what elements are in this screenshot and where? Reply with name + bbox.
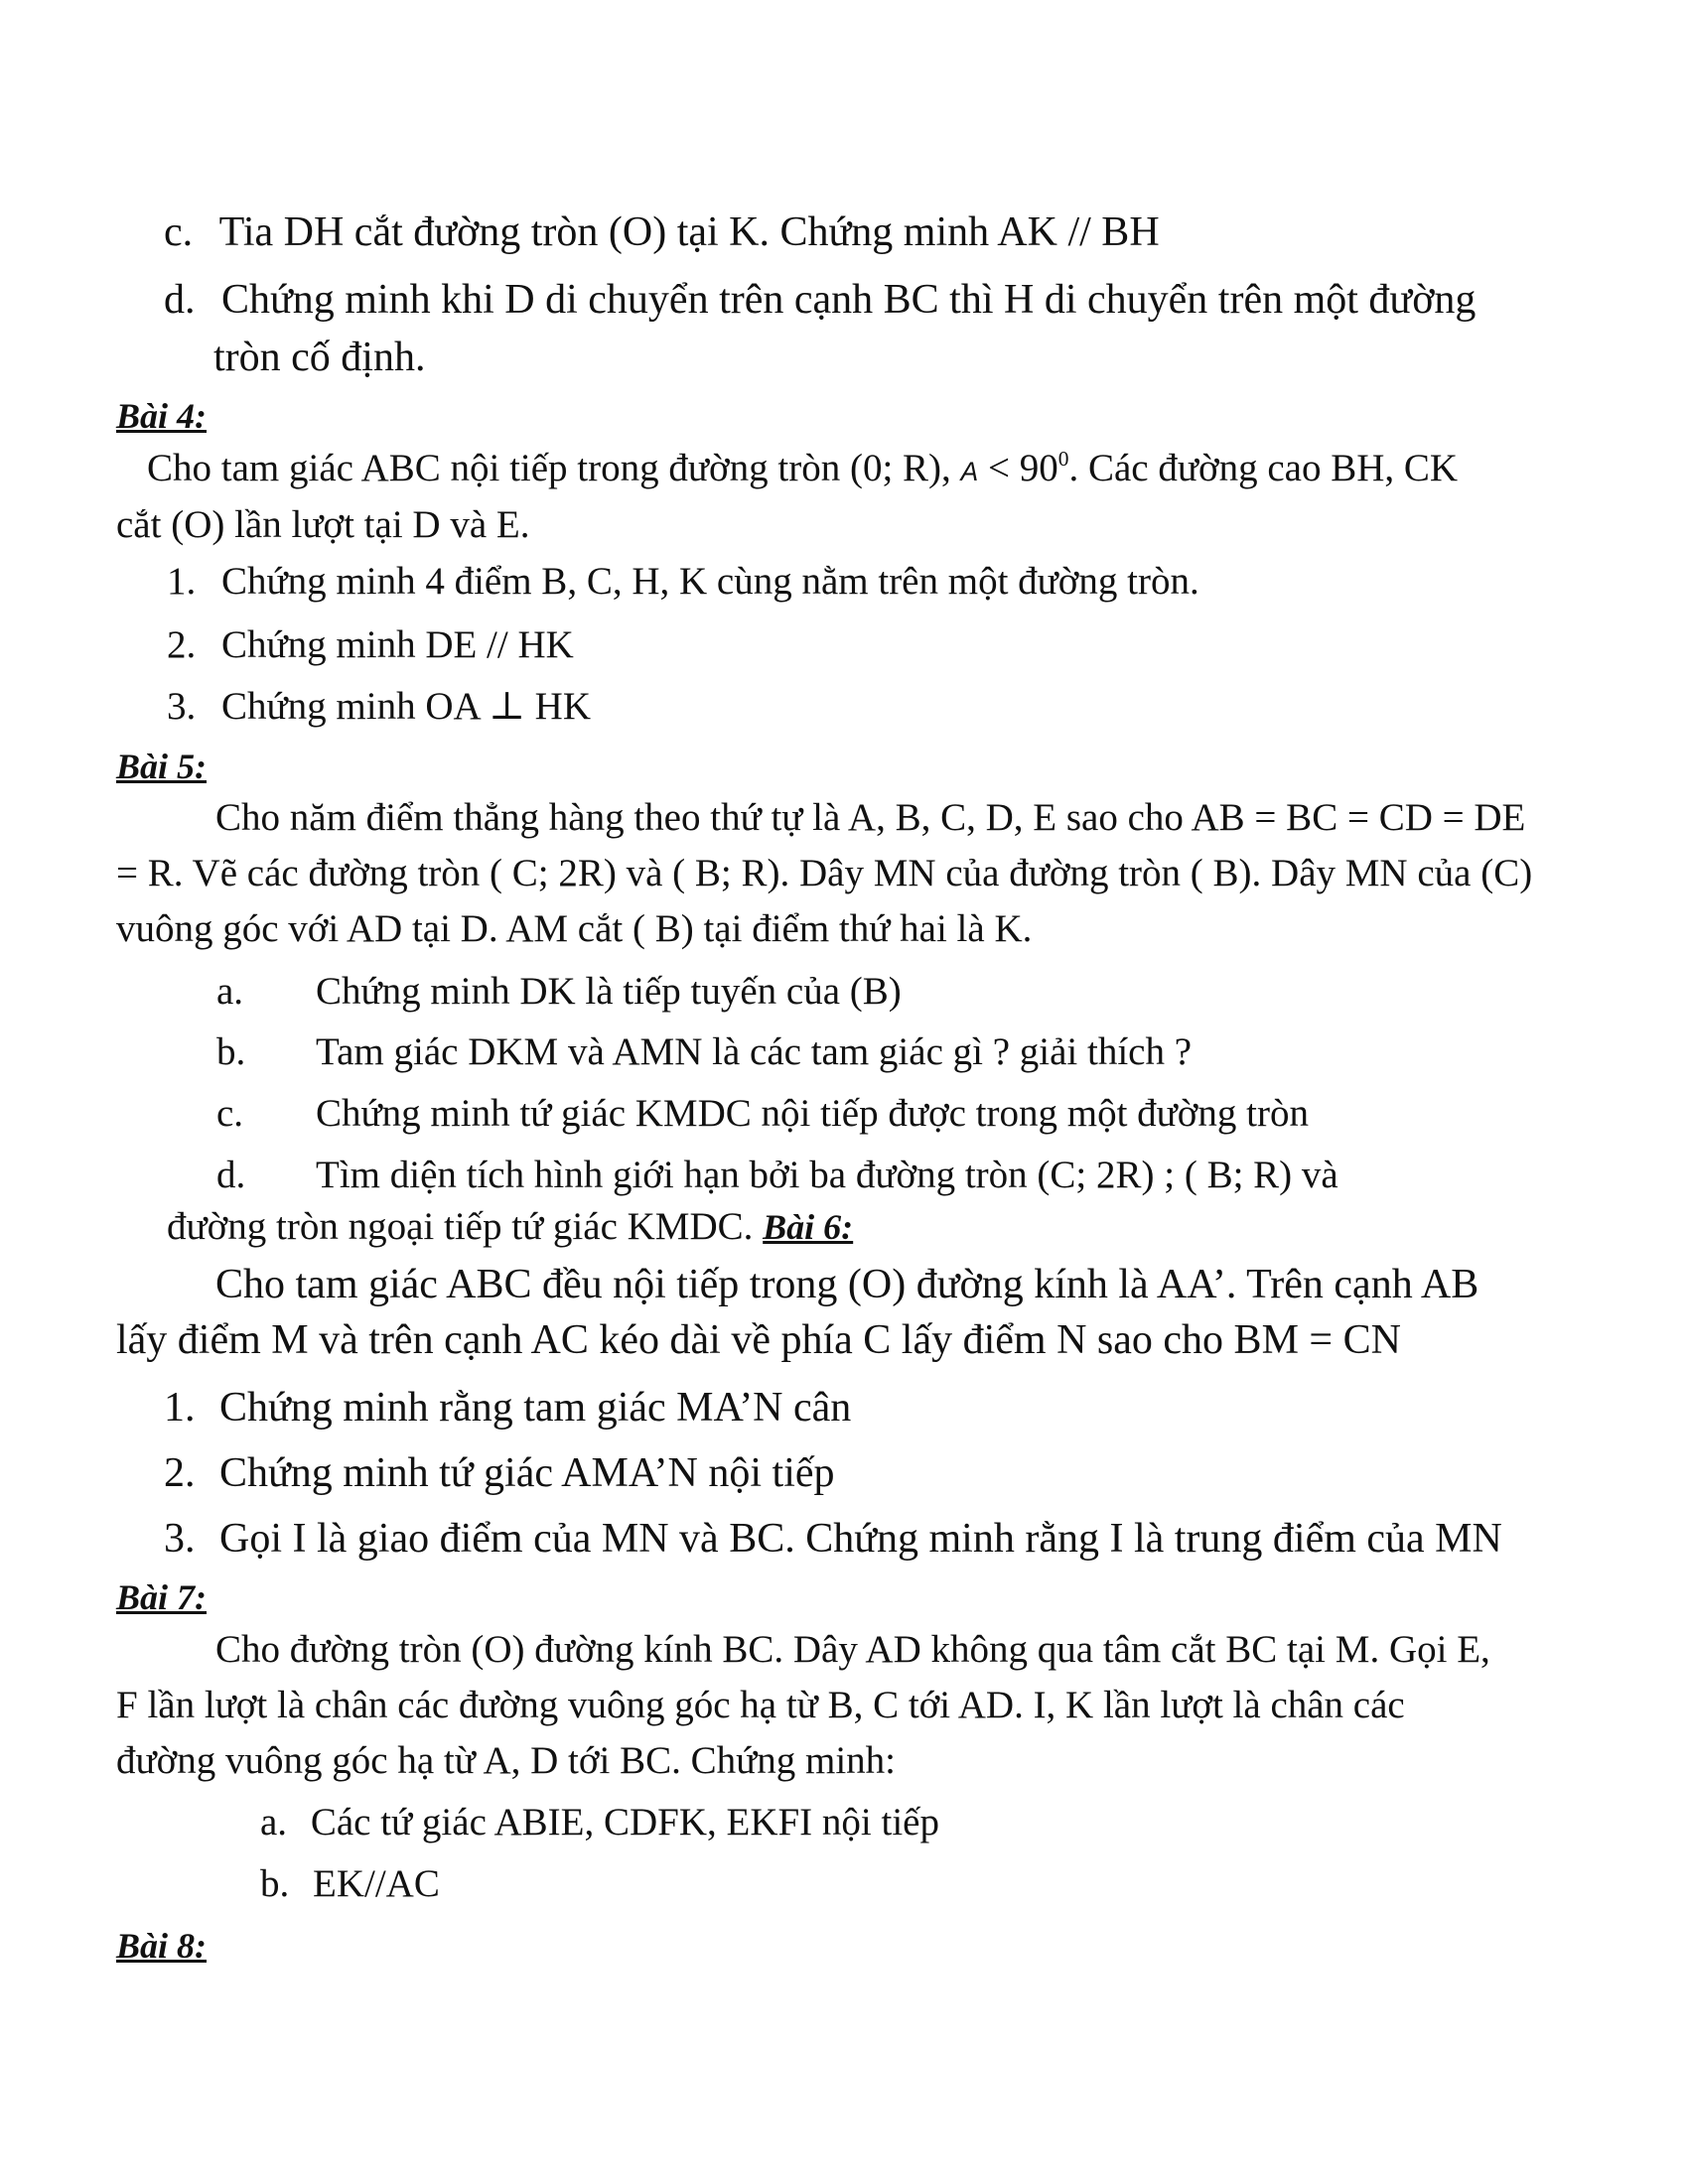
bai3-item-d — [164, 276, 1476, 324]
bai6-intro-line1: Cho tam giác ABC đều nội tiếp trong (O) đường kính là AA’. Trên cạnh AB — [215, 1262, 1479, 1307]
bai5-intro-line2: = R. Vẽ các đường tròn ( C; 2R) và ( B; R). Dây MN của đường tròn ( B). Dây MN của (C) — [116, 852, 1533, 894]
bai4-intro-part2: < 90 — [978, 447, 1058, 489]
bai4-heading: Bài 4: — [116, 396, 208, 436]
bai4-item-3 — [167, 683, 591, 731]
list-marker: 3. — [167, 685, 197, 728]
list-item-text: Tìm diện tích hình giới hạn bởi ba đường tròn (C; 2R) ; ( B; R) và — [316, 1154, 1338, 1196]
list-item-text: Chứng minh DE // HK — [221, 623, 574, 666]
list-marker: 3. — [164, 1516, 196, 1562]
list-item-text: đường tròn ngoại tiếp tứ giác KMDC. — [167, 1205, 764, 1248]
bai7-intro-line3: đường vuông góc hạ từ A, D tới BC. Chứng minh: — [116, 1739, 897, 1782]
bai5-item-a — [216, 968, 902, 1016]
list-marker: b. — [260, 1862, 290, 1905]
list-marker: 1. — [167, 560, 197, 603]
bai5-intro-line1: Cho năm điểm thẳng hàng theo thứ tự là A, B, C, D, E sao cho AB = BC = CD = DE — [215, 796, 1526, 839]
bai7-item-b — [260, 1860, 440, 1908]
list-marker: a. — [260, 1801, 288, 1843]
bai5-heading: Bài 5: — [116, 747, 208, 786]
bai7-intro-line2: F lần lượt là chân các đường vuông góc hạ từ B, C tới AD. I, K lần lượt là chân các — [116, 1684, 1405, 1726]
bai7-item-a — [260, 1799, 939, 1846]
bai4-item-1 — [167, 558, 1199, 606]
bai5-item-c — [216, 1090, 1309, 1138]
list-marker: 2. — [167, 623, 197, 666]
list-marker: d. — [164, 277, 196, 323]
list-item-text: Tam giác DKM và AMN là các tam giác gì ? giải thích ? — [316, 1030, 1193, 1073]
bai5-item-d-continuation — [167, 1203, 853, 1251]
bai3-item-d-continuation: tròn cố định. — [213, 335, 426, 380]
list-marker: c. — [216, 1092, 244, 1135]
bai5-intro-line3: vuông góc với AD tại D. AM cắt ( B) tại điểm thứ hai là K. — [116, 907, 1033, 950]
degree-superscript: 0 — [1057, 447, 1069, 471]
list-marker: d. — [216, 1154, 246, 1196]
list-marker: c. — [164, 209, 194, 255]
bai7-heading: Bài 7: — [116, 1577, 208, 1617]
bai6-item-3 — [164, 1515, 1502, 1563]
list-item-text: Gọi I là giao điểm của MN và BC. Chứng minh rằng I là trung điểm của MN — [219, 1516, 1502, 1562]
bai3-item-c — [164, 208, 1160, 256]
bai8-heading: Bài 8: — [116, 1926, 208, 1966]
bai4-intro-line2: cắt (O) lần lượt tại D và E. — [116, 503, 530, 546]
bai4-item-2 — [167, 621, 574, 669]
list-marker: b. — [216, 1030, 246, 1073]
list-item-text: Chứng minh tứ giác AMA’N nội tiếp — [219, 1450, 835, 1496]
list-item-text: Chứng minh rằng tam giác MA’N cân — [219, 1385, 852, 1431]
bai6-intro-line2: lấy điểm M và trên cạnh AC kéo dài về phía C lấy điểm N sao cho BM = CN — [116, 1317, 1401, 1363]
list-item-text: Chứng minh 4 điểm B, C, H, K cùng nằm trên một đường tròn. — [221, 560, 1199, 603]
bai6-item-2 — [164, 1449, 835, 1497]
bai6-item-1 — [164, 1384, 851, 1432]
bai4-intro-line1 — [147, 445, 1458, 495]
list-item-text: Chứng minh DK là tiếp tuyến của (B) — [316, 970, 902, 1013]
bai7-intro-line1: Cho đường tròn (O) đường kính BC. Dây AD không qua tâm cắt BC tại M. Gọi E, — [215, 1628, 1490, 1671]
list-marker: 2. — [164, 1450, 196, 1496]
list-item-text: Tia DH cắt đường tròn (O) tại K. Chứng minh AK // BH — [218, 209, 1160, 255]
list-item-text: EK//AC — [313, 1862, 440, 1905]
bai5-item-d — [216, 1152, 1338, 1199]
list-item-text: Chứng minh khi D di chuyển trên cạnh BC thì H di chuyển trên một đường — [221, 277, 1477, 323]
bai4-intro-part3: . Các đường cao BH, CK — [1068, 447, 1459, 489]
angle-a-symbol: A — [960, 457, 979, 486]
list-item-text: Chứng minh tứ giác KMDC nội tiếp được trong một đường tròn — [316, 1092, 1309, 1135]
bai4-intro-part1: Cho tam giác ABC nội tiếp trong đường tròn (0; R), — [147, 447, 961, 489]
list-item-text: Các tứ giác ABIE, CDFK, EKFI nội tiếp — [310, 1801, 939, 1843]
bai5-item-b — [216, 1028, 1192, 1076]
list-item-text: Chứng minh OA ⊥ HK — [221, 685, 592, 728]
list-marker: a. — [216, 970, 244, 1013]
bai6-heading: Bài 6: — [763, 1207, 854, 1247]
list-marker: 1. — [164, 1385, 196, 1431]
